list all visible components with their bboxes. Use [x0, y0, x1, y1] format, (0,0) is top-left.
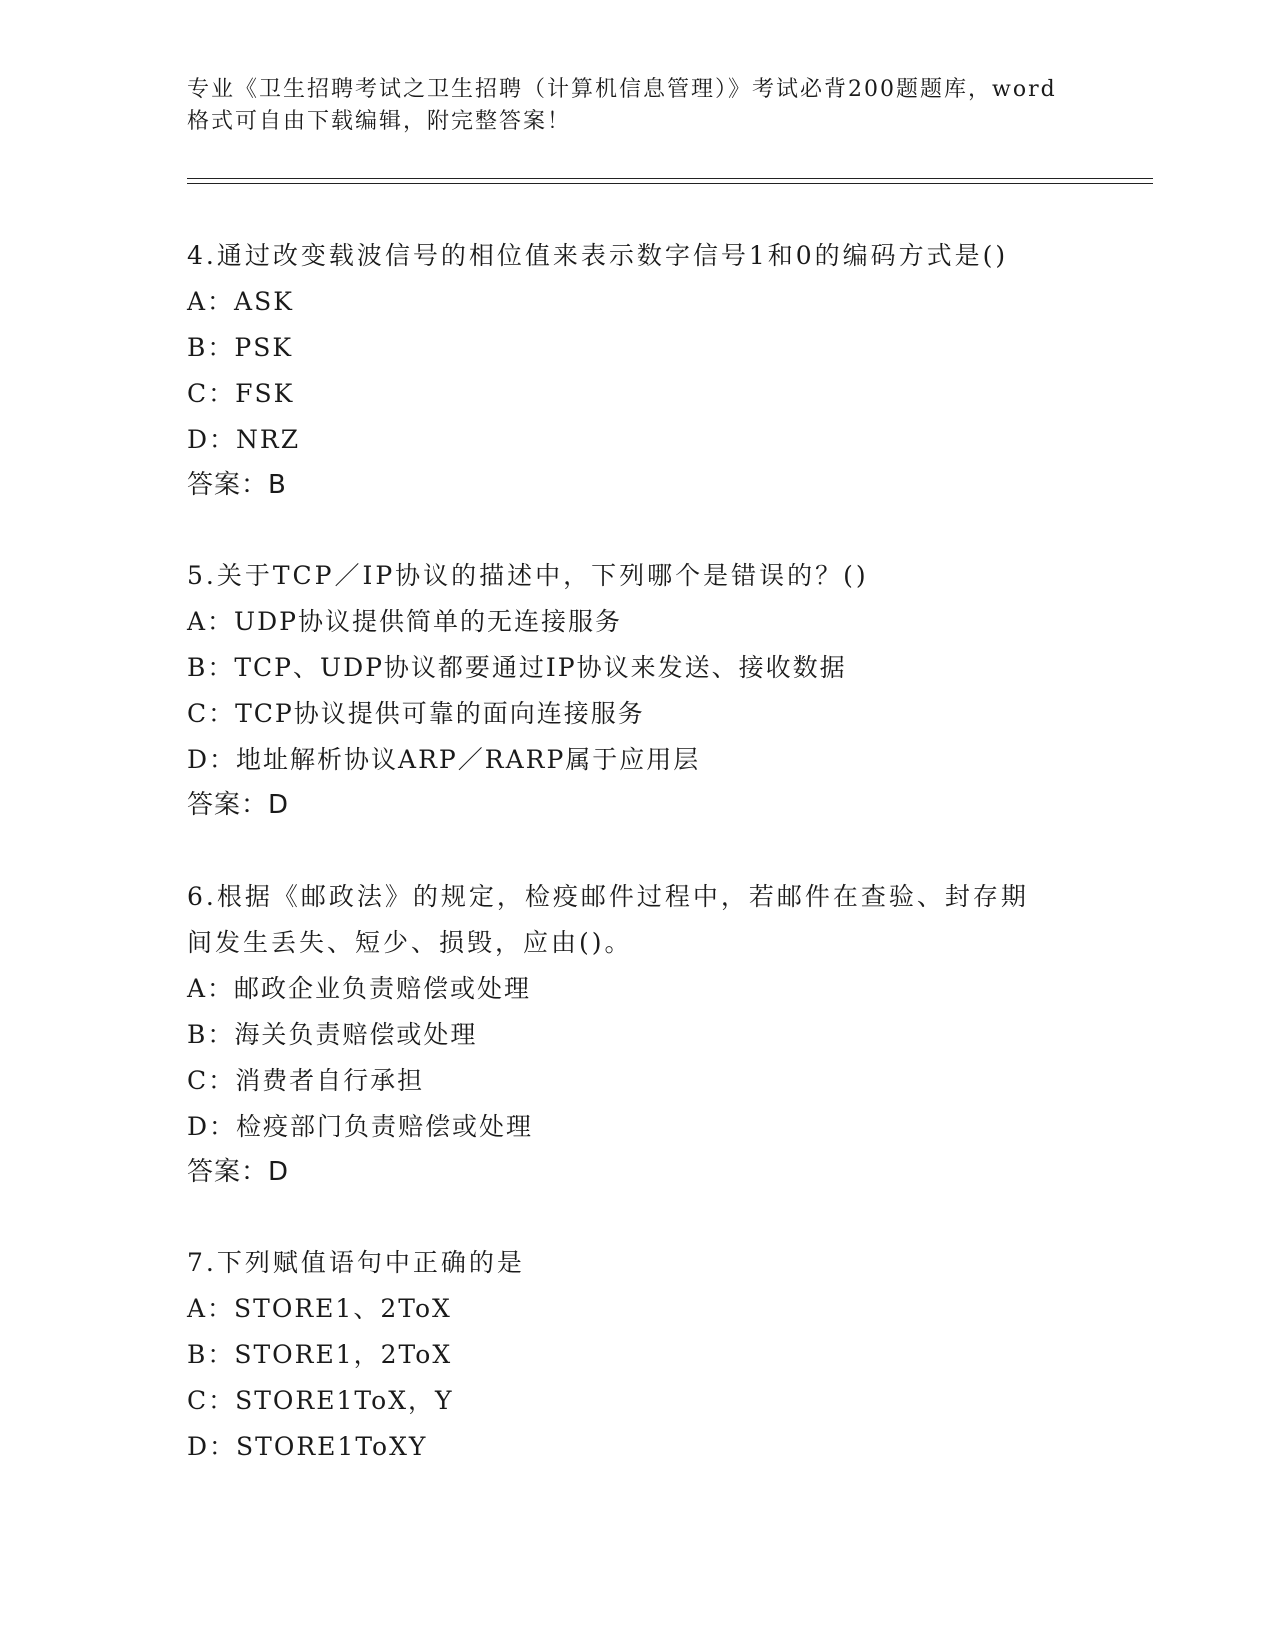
option-d: D：NRZ — [187, 425, 301, 454]
question-5 — [187, 553, 1087, 827]
option-b: B：TCP、UDP协议都要通过IP协议来发送、接收数据 — [187, 653, 847, 682]
question-text-line-2: 间发生丢失、短少、损毁，应由()。 — [187, 928, 633, 957]
answer: 答案：D — [187, 1157, 290, 1187]
option-a: A：邮政企业负责赔偿或处理 — [187, 974, 532, 1003]
answer: 答案：D — [187, 790, 290, 820]
header-line-1: 专业《卫生招聘考试之卫生招聘（计算机信息管理）》考试必背200题题库，word — [187, 77, 1057, 102]
option-c: C：TCP协议提供可靠的面向连接服务 — [187, 699, 645, 728]
option-d: D：STORE1ToXY — [187, 1432, 428, 1461]
answer: 答案：B — [187, 470, 287, 500]
option-a: A：ASK — [187, 287, 294, 316]
option-b: B：STORE1，2ToX — [187, 1340, 453, 1369]
option-b: B：PSK — [187, 333, 293, 362]
option-b: B：海关负责赔偿或处理 — [187, 1020, 478, 1049]
option-a: A：UDP协议提供简单的无连接服务 — [187, 607, 622, 636]
document-header — [187, 74, 1087, 138]
question-6 — [187, 874, 1087, 1194]
question-text: 4.通过改变载波信号的相位值来表示数字信号1和0的编码方式是() — [187, 241, 1009, 270]
option-d: D：地址解析协议ARP／RARP属于应用层 — [187, 745, 701, 774]
option-c: C：FSK — [187, 379, 295, 408]
question-text: 5.关于TCP／IP协议的描述中，下列哪个是错误的？() — [187, 561, 869, 590]
question-text-line-1: 6.根据《邮政法》的规定，检疫邮件过程中，若邮件在查验、封存期 — [187, 882, 1029, 911]
option-a: A：STORE1、2ToX — [187, 1294, 452, 1323]
question-text: 7.下列赋值语句中正确的是 — [187, 1248, 525, 1277]
header-divider-bottom — [187, 183, 1153, 184]
option-c: C：消费者自行承担 — [187, 1066, 425, 1095]
header-line-2: 格式可自由下载编辑，附完整答案！ — [187, 109, 572, 134]
header-divider-top — [187, 178, 1153, 179]
question-4 — [187, 233, 1087, 507]
option-d: D：检疫部门负责赔偿或处理 — [187, 1112, 534, 1141]
option-c: C：STORE1ToX，Y — [187, 1386, 454, 1415]
question-7 — [187, 1240, 1087, 1470]
